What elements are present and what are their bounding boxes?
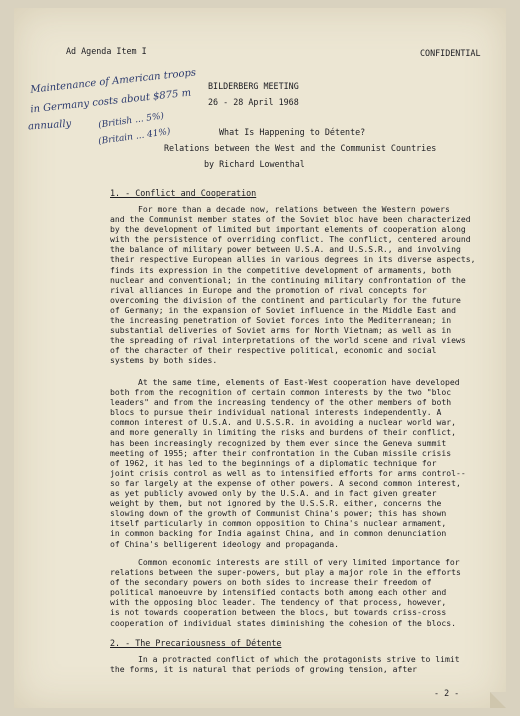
text-line: joint crisis control as well as to intensified efforts for arms control-- [110,467,466,478]
text-line: both from the recognition of certain common interests by the two "bloc [110,387,452,398]
text-line: has been increasingly recognized by them ever since the Geneva summit [110,437,447,448]
text-line: For more than a decade now, relations between the Western powers [138,204,450,214]
text-line: substantial deliveries of Soviet arms for North Vietnam; as well as in [110,325,452,336]
meeting-dates: 26 - 28 April 1968 [208,97,299,107]
text-line: of Germany; in the expansion of Soviet influence in the Middle East and [110,304,456,315]
text-line: their respective European allies in various degrees in its diverse aspects, [110,254,476,265]
confidential-label: CONFIDENTIAL [420,48,481,58]
text-line: is not towards cooperation between the blocs, but towards criss-cross [110,607,447,618]
text-line: weight by them, but not ignored by the U.S.S.R. either, concerns the [110,498,442,509]
text-line: Common economic interests are still of very limited importance for [138,557,460,567]
text-line: systems by both sides. [110,355,218,366]
handwritten-note-line1: Maintenance of American troops [29,67,197,96]
page-number: - 2 - [434,688,460,698]
section-1-paragraph-3 [110,557,490,628]
document-title: What Is Happening to Détente? [219,127,366,137]
handwritten-note-line5: (Britain ... 41%) [97,126,172,148]
text-line: rival alliances in Europe and the promotion of rival concepts for [110,284,427,295]
text-line: and more generally in limiting the risks and burdens of their conflict, [110,427,456,438]
text-line: of the character of their respective political, economic and social [110,345,437,356]
text-line: leaders" and from the increasing tendency of the other members of both [110,397,452,408]
text-line: nuclear and conventional; in the continuing military confrontation of the [110,274,466,285]
document-author: by Richard Lowenthal [204,159,305,169]
text-line: common interest of U.S.A. and U.S.S.R. in avoiding a nuclear world war, [110,417,456,428]
text-line: itself particularly in common opposition to China's nuclear armament, [110,518,447,529]
text-line: blocs to pursue their individual national interests independently. A [110,407,442,418]
text-line: so far largely at the expense of other powers. A second common interest, [110,477,461,488]
text-line: the increasing penetration of Soviet forces into the Mediterranean; in [110,315,452,326]
text-line: meeting of 1955; after their confrontation in the Cuban missile crisis [110,447,452,458]
handwritten-note-line3: annually [27,118,72,133]
document-subtitle: Relations between the West and the Communist Countries [164,143,437,153]
section-2-paragraph-1 [110,654,490,674]
text-line: with the persistence of overriding conflict. The conflict, centered around [110,234,471,245]
text-line: of China's belligerent ideology and propaganda. [110,538,340,549]
section-1-paragraph-1 [110,204,490,366]
page-corner-fold [490,692,506,708]
document-page [14,8,506,708]
text-line: and the Communist member states of the Soviet bloc have been characterized [110,214,471,225]
text-line: with the opposing bloc leader. The tendency of that process, however, [110,597,447,608]
text-line: overcoming the division of the continent and particularly for the future [110,294,461,305]
text-line: slowing down of the growth of Communist China's power; this has shown [110,508,447,519]
handwritten-note-line2: in Germany costs about $875 m [29,87,192,116]
text-line: as yet publicly avowed only by the U.S.A. and in fact given greater [110,488,437,499]
text-line: cooperation of individual states diminishing the cohesion of the blocs. [110,617,456,628]
section-2-heading: 2. - The Precariousness of Détente [110,638,282,648]
text-line: by the development of limited but important elements of cooperation along [110,224,466,235]
text-line: At the same time, elements of East-West cooperation have developed [138,377,460,387]
meeting-name: BILDERBERG MEETING [208,81,299,91]
text-line: in common backing for India against China, and in common denunciation [110,528,447,539]
text-line: the balance of military power between U.S.A. and U.S.S.R., and involving [110,244,461,255]
agenda-item-label: Ad Agenda Item I [66,46,147,56]
text-line: of 1962, it has led to the beginnings of a diplomatic technique for [110,457,437,468]
text-line: of the secondary powers on both sides to increase their freedom of [110,577,432,588]
text-line: the spreading of rival interpretations of the world scene and rival views [110,335,466,346]
text-line: relations between the super-powers, but play a major role in the efforts [110,567,461,578]
text-line: finds its expression in the competitive development of armaments, both [110,264,452,275]
section-1-heading: 1. - Conflict and Cooperation [110,188,257,198]
text-line: political manoeuvre by intensified contacts both among each other and [110,587,447,598]
text-line: In a protracted conflict of which the protagonists strive to limit [138,654,460,664]
section-1-paragraph-2 [110,377,490,549]
handwritten-note-line4: (British ... 5%) [97,111,165,131]
text-line: the forms, it is natural that periods of growing tension, after [110,664,417,675]
